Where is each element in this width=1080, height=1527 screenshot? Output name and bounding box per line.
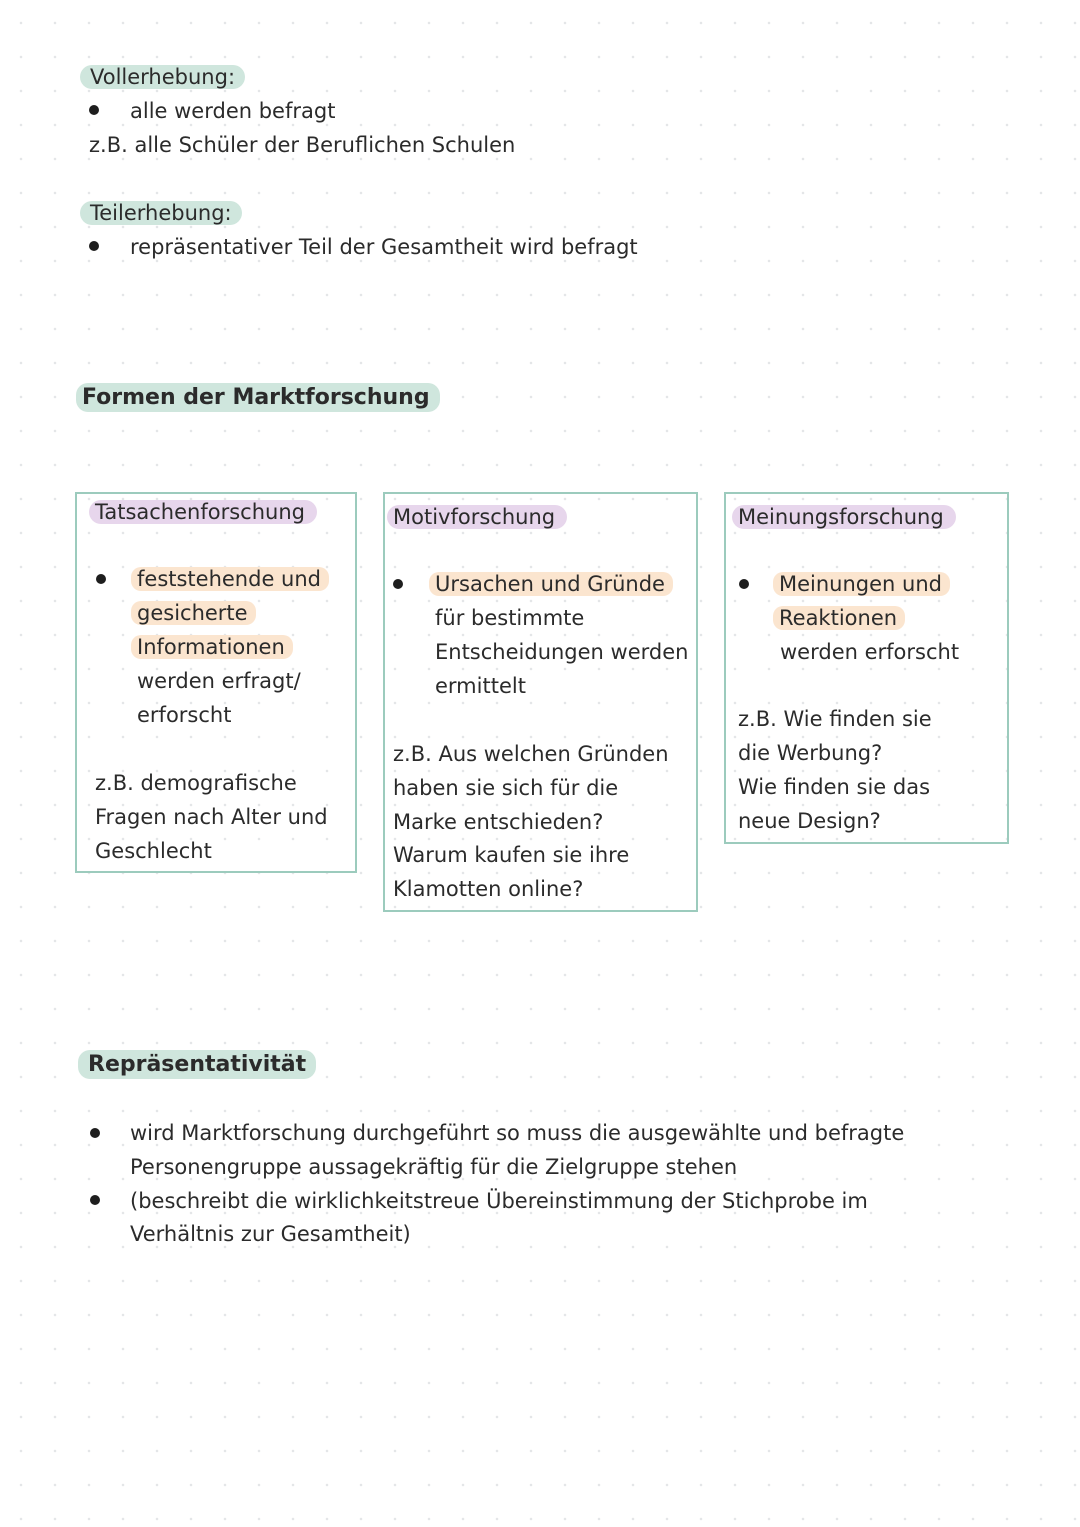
box-example-line: z.B. Wie finden sie [738,707,932,731]
repraesentativitaet-text-line: wird Marktforschung durchgeführt so muss die ausgewählte und befragte [130,1121,905,1145]
bullet-icon [90,1195,100,1205]
box-bullet-line: Informationen [131,630,293,664]
vollerhebung-bullet: alle werden befragt [130,99,336,123]
bullet-icon [393,579,403,589]
repraesentativitaet-title: Repräsentativität [78,1048,316,1082]
box-example-line: Warum kaufen sie ihre [393,843,630,867]
box-bullet-line: werden erfragt/ [137,669,301,693]
box-example-line: Klamotten online? [393,877,584,901]
box-example-line: Geschlecht [95,839,212,863]
box-example-line: z.B. demografische [95,771,297,795]
teilerhebung-bullet: repräsentativer Teil der Gesamtheit wird befragt [130,235,638,259]
box-example-line: z.B. Aus welchen Gründen [393,742,669,766]
box-bullet-line: erforscht [137,703,232,727]
box-bullet-line: Meinungen und [773,567,950,601]
box-bullet-line: Reaktionen [773,601,905,635]
box-title: Tatsachenforschung [89,495,317,529]
box-example-line: die Werbung? [738,741,883,765]
bullet-icon [739,579,749,589]
box-bullet-line: feststehende und [131,562,329,596]
vollerhebung-label: Vollerhebung: [80,60,245,94]
box-example-line: Marke entschieden? [393,810,604,834]
box-example-line: haben sie sich für die [393,776,619,800]
bullet-icon [89,105,99,115]
vollerhebung-example: z.B. alle Schüler der Beruflichen Schulen [89,133,516,157]
repraesentativitaet-text-line: (beschreibt die wirklichkeitstreue Übereinstimmung der Stichprobe im [130,1189,868,1213]
box-example-line: Fragen nach Alter und [95,805,328,829]
box-bullet-line: Entscheidungen werden [435,640,689,664]
box-bullet-line: gesicherte [131,596,256,630]
bullet-icon [89,241,99,251]
box-bullet-line: Ursachen und Gründe [429,567,673,601]
box-bullet-line: für bestimmte [435,606,585,630]
box-title: Motivforschung [387,500,567,534]
box-example-line: neue Design? [738,809,881,833]
bullet-icon [90,1128,100,1138]
box-title: Meinungsforschung [732,500,956,534]
box-bullet-line: ermittelt [435,674,526,698]
box-bullet-line: werden erforscht [780,640,960,664]
repraesentativitaet-text-line: Personengruppe aussagekräftig für die Zielgruppe stehen [130,1155,738,1179]
box-example-line: Wie finden sie das [738,775,931,799]
formen-title: Formen der Marktforschung [76,381,440,415]
repraesentativitaet-text-line: Verhältnis zur Gesamtheit) [130,1222,411,1246]
bullet-icon [96,574,106,584]
teilerhebung-label: Teilerhebung: [80,196,242,230]
